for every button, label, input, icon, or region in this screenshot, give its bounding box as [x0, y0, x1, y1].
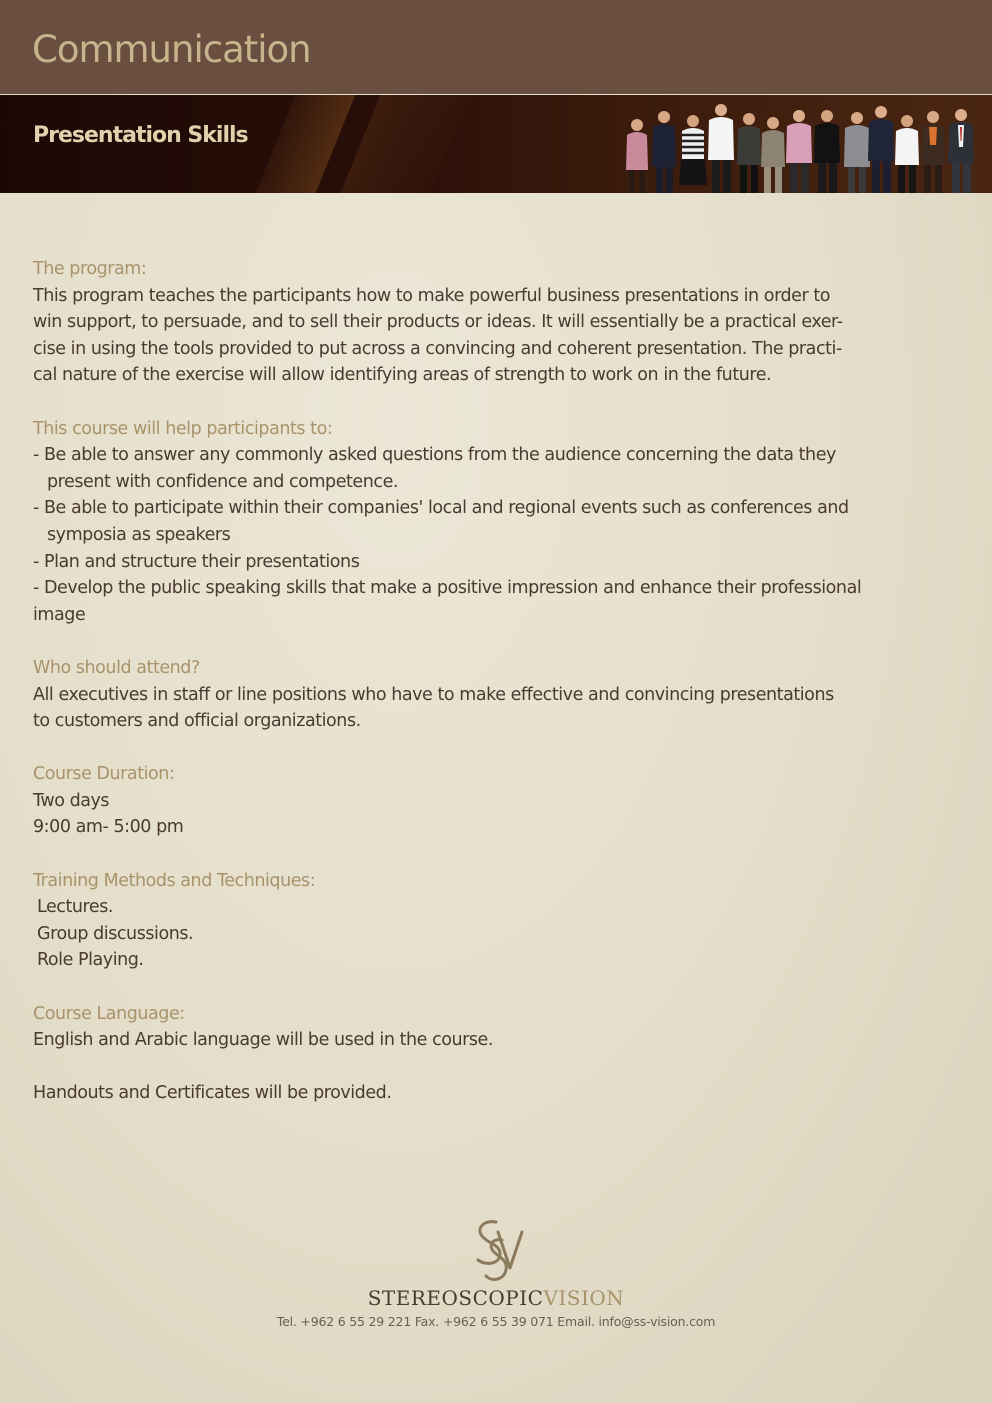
business-people-image	[618, 95, 992, 193]
person	[814, 110, 840, 193]
person	[679, 115, 707, 185]
spacer	[33, 735, 933, 762]
section-heading-help: This course will help participants to:	[33, 418, 333, 439]
method-item: Role Playing.	[37, 950, 144, 971]
list-item-continuation: present with confidence and competence.	[47, 471, 398, 492]
spacer	[33, 841, 933, 868]
method-item: Group discussions.	[37, 923, 194, 944]
person	[761, 117, 785, 193]
person	[948, 109, 974, 193]
list-item-continuation: image	[33, 604, 86, 625]
person	[652, 111, 676, 193]
brand-name-part1: STEREOSCOPIC	[367, 1286, 544, 1310]
spacer	[33, 389, 933, 416]
brand-name-part2: VISION	[543, 1286, 625, 1310]
list-item-continuation: symposia as speakers	[47, 524, 231, 545]
language-line: English and Arabic language will be used in the course.	[33, 1030, 493, 1051]
title-banner	[0, 95, 992, 193]
duration-days: Two days	[33, 790, 110, 811]
program-line: cise in using the tools provided to put across a convincing and coherent presentation. The practi-	[33, 338, 842, 359]
spacer	[33, 974, 933, 1001]
sv-logo-icon	[466, 1218, 526, 1284]
person	[626, 119, 648, 193]
section-heading-attend: Who should attend?	[33, 657, 200, 678]
attend-line: to customers and official organizations.	[33, 711, 361, 732]
contact-info: Tel. +962 6 55 29 221 Fax. +962 6 55 39 071 Email. info@ss-vision.com	[276, 1314, 716, 1329]
spacer	[33, 628, 933, 655]
program-line: This program teaches the participants how to make powerful business presentations in order to	[33, 285, 831, 306]
course-description	[33, 256, 933, 1107]
banner-stripe	[251, 95, 359, 193]
program-line: win support, to persuade, and to sell their products or ideas. It will essentially be a practical exer-	[33, 312, 843, 333]
spacer	[33, 1054, 933, 1081]
section-heading-language: Course Language:	[33, 1003, 185, 1024]
brand-name	[0, 1286, 992, 1310]
list-item: - Be able to participate within their companies' local and regional events such as conferences and	[33, 498, 849, 519]
person	[786, 110, 812, 193]
attend-line: All executives in staff or line positions who have to make effective and convincing presentations	[33, 684, 834, 705]
section-heading-methods: Training Methods and Techniques:	[33, 870, 316, 891]
list-item: - Plan and structure their presentations	[33, 551, 360, 572]
closing-note: Handouts and Certificates will be provided.	[33, 1083, 392, 1104]
person	[737, 113, 761, 193]
program-line: cal nature of the exercise will allow identifying areas of strength to work on in the future.	[33, 365, 772, 386]
method-item: Lectures.	[37, 897, 113, 918]
list-item: - Develop the public speaking skills that make a positive impression and enhance their professional	[33, 578, 862, 599]
section-heading-duration: Course Duration:	[33, 764, 175, 785]
person	[708, 104, 734, 193]
person	[868, 106, 894, 193]
person	[844, 112, 870, 193]
header-bar	[0, 0, 992, 94]
person	[895, 115, 919, 193]
list-item: - Be able to answer any commonly asked questions from the audience concerning the data they	[33, 445, 836, 466]
banner-stripe	[336, 95, 474, 193]
page-title: Communication	[32, 28, 311, 71]
duration-hours: 9:00 am- 5:00 pm	[33, 817, 184, 838]
course-title: Presentation Skills	[33, 123, 248, 148]
footer	[0, 1218, 992, 1329]
person	[921, 111, 945, 193]
section-heading-program: The program:	[33, 259, 147, 279]
